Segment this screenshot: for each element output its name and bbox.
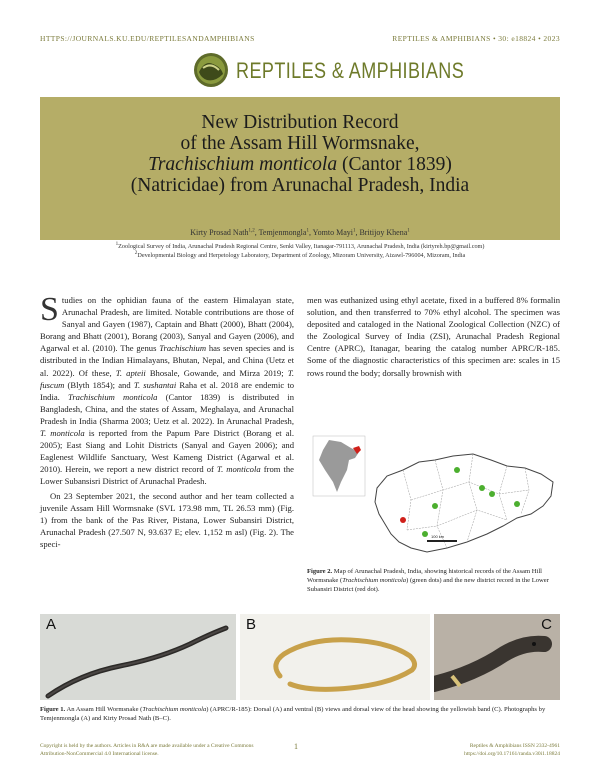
body-column-left: [40, 291, 295, 550]
figure-2-map: [307, 430, 560, 562]
record-dot-red: [400, 517, 406, 523]
journal-logo: [193, 52, 229, 88]
title-line-4: (Natricidae) from Arunachal Pradesh, India: [130, 175, 470, 196]
paragraph-intro: Studies on the ophidian fauna of the eastern Himalayan state, Arunachal Pradesh, are limited. Notable contributions are those of Sanyal and Gayen (1987), Captain and Bhatt (2000), Bhatt (2004), Borang and Bhatt (2001), Borang (2003), Sanyal and Gayen (2006), and Agarwal et al. (2010). The genus Trachischium has seven species and is distributed in the Indian Himalayans, Bhutan, Nepal, and China (Uetz et al. 2022). Of these, T. apteii Bhosale, Gowande, and Mirza 2019; T. fuscum (Blyth 1854); and T. sushantai Raha et al. 2018 are endemic to India. Trachischium monticola (Cantor 1839) is distributed in Bangladesh, China, and the states of Assam, Meghalaya, and Arunachal Pradesh in India (Sharma 2003; Uetz et al. 2022). In Arunachal Pradesh, T. monticola is reported from the Papum Pare District (Borang et al. 2005); East Siang and Lohit Districts (Sanyal and Gayen 2006); and Eaglenest Wildlife Sanctuary, West Kameng District (Agarwal et al. 2010). Herein, we report a new district record of T. monticola from the Lower Subansisri District of Arunachal Pradesh.: [40, 291, 295, 487]
journal-issue: REPTILES & AMPHIBIANS • 30: e18824 • 2023: [392, 34, 560, 43]
panel-label-a: A: [46, 616, 57, 633]
snake-dorsal-photo: [40, 614, 236, 700]
figure-1-photo-a: [40, 614, 236, 700]
page-number: 1: [294, 742, 298, 751]
journal-url[interactable]: HTTPS://JOURNALS.KU.EDU/REPTILESANDAMPHIBIANS: [40, 34, 255, 43]
author-list: Kirty Prosad Nath$^{1,2}$, Temjenmongla$^1$, Yomto Mayi$^1$, Britijoy Khena$^1$: [190, 228, 410, 237]
record-dot-green: [432, 503, 438, 509]
snake-ventral-photo: [240, 614, 430, 700]
panel-label-b: B: [246, 616, 257, 633]
paragraph-collection: On 23 September 2021, the second author and her team collected a juvenile Assam Hill Wormsnake (SVL 173.98 mm, TL 26.53 mm) (Fig. 1) from the bank of the Pas River, Pistana, Lower Subansiri District, Arunachal Pradesh (27.507 N, 93.637 E; elev. 1,152 m asl) (Fig. 2). The speci-: [40, 490, 294, 549]
affiliation-1: $^1$Zoological Survey of India, Arunachal Pradesh Regional Centre, Senki Valley, Itanagar-791113, Arunachal Pradesh, India (kirtyreh.bp@gmail.com): [115, 241, 485, 251]
figure-2-caption: Figure 2. Map of Arunachal Pradesh, India, showing historical records of the Assam Hill Wormsnake (Trachischium monticola) (green dots) and the new district record in the Lower Subansiri District (red dot).: [307, 568, 549, 593]
scale-bar: [427, 540, 457, 542]
issn: Reptiles & Amphibians ISSN 2332-4961: [469, 743, 560, 749]
record-dot-green: [454, 467, 460, 473]
globe-logo-icon: [193, 52, 229, 88]
record-dot-green: [489, 491, 495, 497]
copyright-notice: Copyright is held by the authors. Articles in R&A are made available under a Creative Commons Attribution-NonCommercial 4.0 International license.: [40, 743, 254, 757]
title-line-2: of the Assam Hill Wormsnake,: [180, 133, 420, 154]
article-title: [40, 112, 560, 196]
title-line-3: Trachischium monticola (Cantor 1839): [148, 154, 452, 175]
record-dot-green: [422, 531, 428, 537]
paragraph-specimen: men was euthanized using ethyl acetate, fixed in a buffered 8% formalin solution, and then transferred to 70% ethyl alcohol. The specimen was deposited and cataloged in the National Zoological Collection (NZC) of the Zoological Survey of India (ZSI), Arunachal Pradesh Regional Centre (APRC), Itanagar, bearing the catalog number APRC/R-185. Some of the diagnostic characteristics of this specimen are: scales in 15 rows round the body; dorsally brownish with: [307, 295, 560, 378]
figure-1-photo-b: [240, 614, 430, 700]
title-line-1: New Distribution Record: [201, 112, 399, 133]
record-dot-green: [514, 501, 520, 507]
affiliation-2: $^2$Developmental Biology and Herpetology Laboratory, Department of Zoology, Mizoram University, Aizawl-796004, Mizoram, India: [134, 250, 466, 260]
body-column-right: [307, 294, 560, 379]
arunachal-map: [307, 430, 560, 562]
panel-label-c: C: [541, 616, 552, 633]
drop-cap: S: [40, 291, 59, 328]
figure-1-photo-c: [434, 614, 560, 700]
journal-logo-text: REPTILES & AMPHIBIANS: [236, 58, 465, 83]
scale-label: 100 km: [431, 534, 445, 539]
record-dot-green: [479, 485, 485, 491]
doi-link[interactable]: https://doi.org/10.17161/randa.v30i1.18824: [464, 751, 560, 757]
title-species: Trachischium monticola: [148, 154, 338, 175]
state-outline: [375, 454, 553, 552]
figure-1-caption: Figure 1. An Assam Hill Wormsnake (Trachischium monticola) (APRC/R-185): Dorsal (A) and ventral (B) views and dorsal view of the head showing the yellowish band (C). Photographs by Temjenmongla (A) and Kirty Prosad Nath (B–C).: [40, 706, 546, 722]
